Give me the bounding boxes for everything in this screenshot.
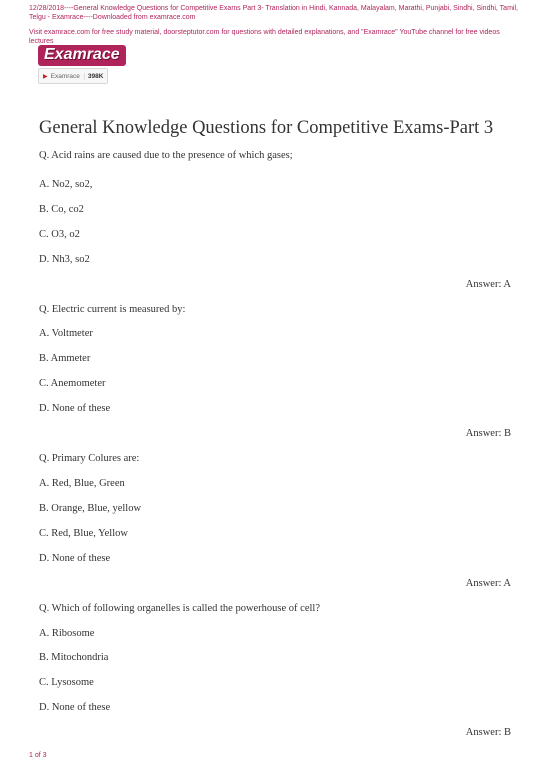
option-item: C. Lysosome (39, 677, 94, 688)
option-item: C. O3, o2 (39, 229, 80, 240)
option-item: C. Red, Blue, Yellow (39, 528, 128, 539)
question-text: Q. Acid rains are caused due to the presence of which gases; (39, 150, 293, 161)
answer-text: Answer: B (465, 727, 511, 738)
option-item: B. Mitochondria (39, 652, 109, 663)
option-item: A. No2, so2, (39, 179, 93, 190)
option-item: B. Orange, Blue, yellow (39, 503, 142, 514)
option-item: B. Ammeter (39, 353, 91, 364)
page-number: 1 of 3 (29, 752, 47, 759)
option-item: D. None of these (39, 403, 111, 414)
brand-block (38, 45, 126, 84)
examrace-logo[interactable]: Examrace (38, 45, 126, 66)
option-item: D. None of these (39, 553, 111, 564)
option-item: D. Nh3, so2 (39, 254, 90, 265)
answer-text: Answer: B (465, 428, 511, 439)
answer-text: Answer: A (465, 578, 511, 589)
question-text: Q. Primary Colures are: (39, 453, 140, 464)
option-item: A. Red, Blue, Green (39, 478, 125, 489)
option-item: C. Anemometer (39, 378, 106, 389)
youtube-play-icon: ▶ (43, 73, 48, 80)
answer-text: Answer: A (465, 279, 511, 290)
header-visit-info: Visit examrace.com for free study material, doorsteptutor.com for questions with detailed explanations, and "Examrace" YouTube channel for free videos lectures (29, 29, 500, 45)
option-item: B. Co, co2 (39, 204, 84, 215)
question-text: Q. Electric current is measured by: (39, 304, 186, 315)
option-item: A. Ribosome (39, 628, 95, 639)
youtube-channel-name: Examrace (50, 72, 80, 80)
question-text: Q. Which of following organelles is called the powerhouse of cell? (39, 603, 320, 614)
header-download-info: 12/28/2018----General Knowledge Questions for Competitive Exams Part 3- Translation in Hindi, Kannada, Malayalam, Marathi, Punjabi, Sindhi, Sindhi, Tamil, Telgu - Examrace----Downloaded from examrace.com (29, 5, 518, 21)
page-title: General Knowledge Questions for Competitive Exams-Part 3 (39, 118, 494, 138)
option-item: A. Voltmeter (39, 328, 93, 339)
youtube-subscriber-count: 398K (84, 73, 104, 80)
youtube-subscribe-button[interactable] (38, 68, 108, 84)
option-item: D. None of these (39, 702, 111, 713)
